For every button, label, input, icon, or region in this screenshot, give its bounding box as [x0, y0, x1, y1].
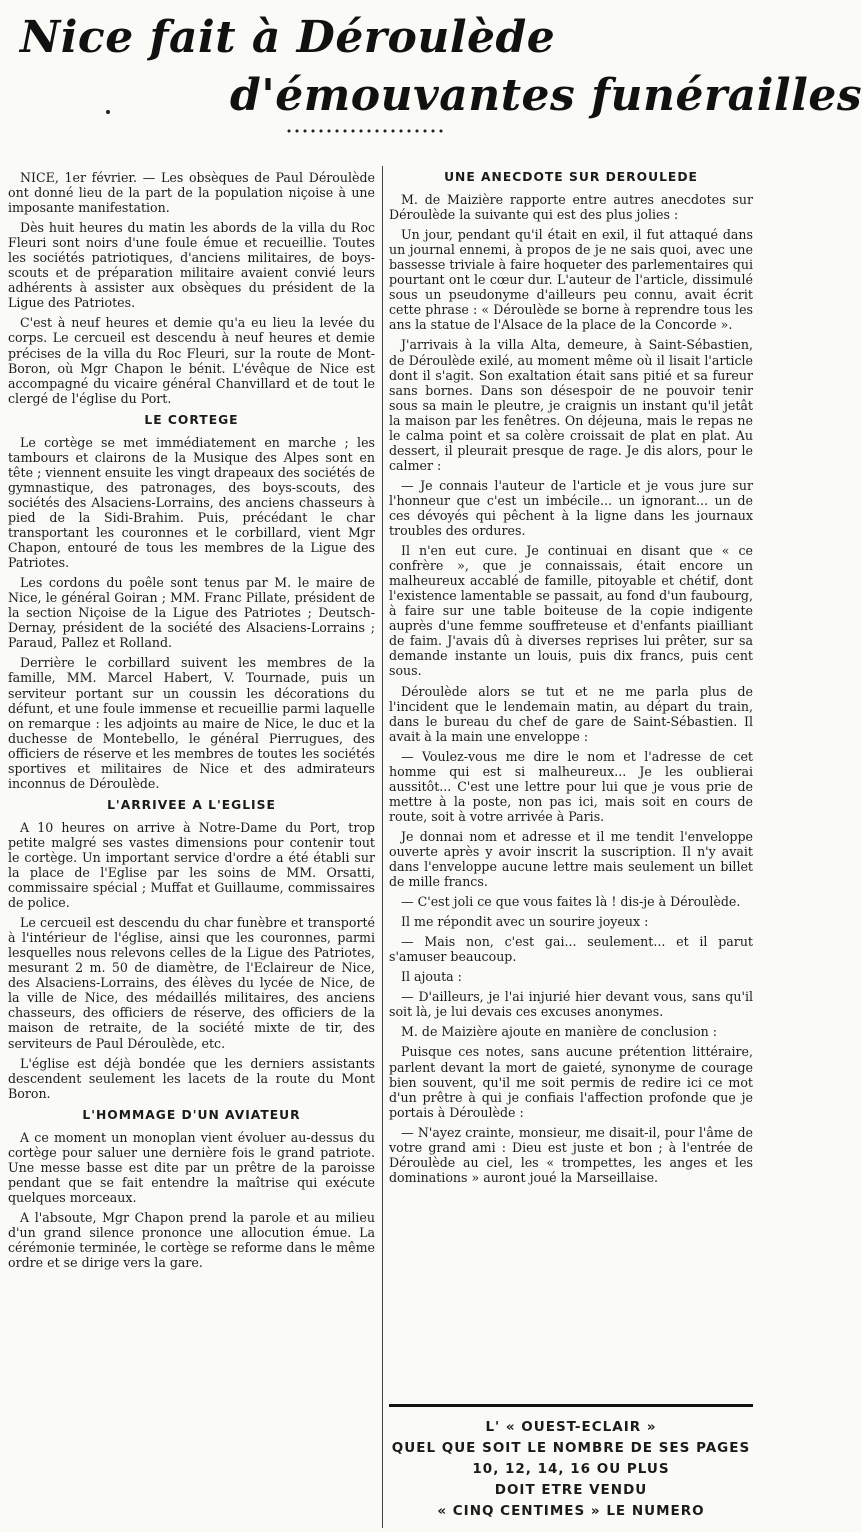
paragraph: A l'absoute, Mgr Chapon prend la parole et au milieu d'un grand silence prononce une allocution émue. La cérémonie terminée, le cortège se reforme dans le même ordre et se dirige vers la gare.	[8, 1210, 375, 1271]
headline-ornament	[285, 128, 445, 134]
paragraph: — D'ailleurs, je l'ai injurié hier devant vous, sans qu'il soit là, je lui devais ces excuses anonymes.	[389, 989, 753, 1020]
paragraph: L'église est déjà bondée que les derniers assistants descendent seulement les lacets de la route du Mont Boron.	[8, 1055, 375, 1101]
paragraph: Je donnai nom et adresse et il me tendit l'enveloppe ouverte après y avoir inscrit la suscription. Il n'y avait dans l'enveloppe aucune lettre mais seulement un billet de mille francs.	[389, 828, 753, 890]
column-rule	[382, 166, 383, 1528]
headline-dot	[106, 110, 110, 114]
section-heading: L'HOMMAGE D'UN AVIATEUR	[82, 1107, 301, 1122]
paragraph: Un jour, pendant qu'il était en exil, il fut attaqué dans un journal ennemi, à propos de je ne sais quoi, avec une bassesse triviale à faire hoqueter des parlementaires qui pourtant ont le cœur dur. L'auteur de l'article, dissimulé sous un pseudonyme d'ailleurs peu connu, avait écrit cette phrase : « Déroulède se borne à reprendre tous les ans la statue de l'Alsace de la place de la Concorde ».	[389, 227, 753, 333]
article-left-column	[8, 170, 375, 1526]
section-heading: L'ARRIVEE A L'EGLISE	[107, 797, 276, 812]
ad-line-1: L' « OUEST-ECLAIR »	[485, 1419, 657, 1435]
paragraph: — C'est joli ce que vous faites là ! dis-je à Déroulède.	[401, 894, 741, 910]
paragraph: — Mais non, c'est gai... seulement... et il parut s'amuser beaucoup.	[389, 934, 753, 965]
ad-line-5: « CINQ CENTIMES » LE NUMERO	[437, 1503, 705, 1519]
ad-line-3: 10, 12, 14, 16 OU PLUS	[472, 1461, 670, 1477]
paragraph: Le cortège se met immédiatement en marche ; les tambours et clairons de la Musique des Alpes sont en tête ; viennent ensuite les vingt drapeaux des sociétés de gymnastique, des patronages, des boys-scouts, des sociétés des Alsaciens-Lorrains, des anciens chasseurs à pied de la Sidi-Brahim. Puis, précédant le char transportant les couronnes et le corbillard, vient Mgr Chapon, entouré de tous les membres de la Ligue des Patriotes.	[8, 434, 375, 571]
paragraph: A 10 heures on arrive à Notre-Dame du Port, trop petite malgré ses vastes dimensions pour contenir tout le cortège. Un important service d'ordre a été établi sur la place de l'Eglise par les soins de MM. Orsatti, commissaire spécial ; Muffat et Guillaume, commissaires de police.	[8, 819, 375, 911]
section-heading: UNE ANECDOTE SUR DEROULEDE	[444, 170, 698, 184]
paragraph: Il ajouta :	[401, 969, 462, 985]
ad-line-4: DOIT ETRE VENDU	[494, 1482, 648, 1498]
paragraph: Il me répondit avec un sourire joyeux :	[401, 914, 649, 930]
paragraph: — Je connais l'auteur de l'article et je vous jure sur l'honneur que c'est un imbécile... un ignorant... un de ces dévoyés qui pêchent à la ligne dans les journaux troubles des ordures.	[389, 477, 753, 539]
paragraph: Les cordons du poêle sont tenus par M. le maire de Nice, le général Goiran ; MM. Franc Pillate, président de la section Niçoise de la Ligue des Patriotes ; Deutsch-Dernay, président de la société des Alsaciens-Lorrains ; Paraud, Pallez et Rolland.	[8, 575, 375, 651]
paragraph: J'arrivais à la villa Alta, demeure, à Saint-Sébastien, de Déroulède exilé, au moment même où il lisait l'article dont il s'agit. Son exaltation était sans pitié et sa fureur sans bornes. Dans son désespoir de ne pouvoir tenir sous sa main le pleutre, je craignis un instant qu'il jetât la maison par les fenêtres. On déjeuna, mais le repas ne le calma point et sa colère croissait de plat en plat. Au dessert, il pleurait presque de rage. Je dis alors, pour le calmer :	[389, 337, 753, 473]
section-heading: LE CORTEGE	[144, 412, 239, 427]
paragraph: — N'ayez crainte, monsieur, me disait-il, pour l'âme de votre grand ami : Dieu est juste et bon ; à l'entrée de Déroulède au ciel, les « trompettes, les anges et les dominations » auront joué la Marseillaise.	[389, 1124, 753, 1185]
paragraph: — Voulez-vous me dire le nom et l'adresse de cet homme qui est si malheureux... Je les oublierai aussitôt... C'est une lettre pour lui que je vous prie de mettre à la poste, non pas ici, mais soit en cours de route, soit à votre arrivée à Paris.	[389, 748, 753, 824]
paragraph: A ce moment un monoplan vient évoluer au-dessus du cortège pour saluer une dernière fois le grand patriote. Une messe basse est dite par un prêtre de la paroisse pendant que se fait entendre la maîtrise qui exécute quelques morceaux.	[8, 1129, 375, 1205]
paragraph: Dès huit heures du matin les abords de la villa du Roc Fleuri sont noirs d'une foule émue et recueillie. Toutes les sociétés patriotiques, d'anciens militaires, de boys-scouts et de préparation militaire avaient convié leurs adhérents à assister aux obsèques du président de la Ligue des Patriotes.	[8, 220, 375, 311]
advertisement-box	[389, 1404, 753, 1528]
paragraph: Déroulède alors se tut et ne me parla plus de l'incident que le lendemain matin, au départ du train, dans le bureau du chef de gare de Saint-Sébastien. Il avait à la main une enveloppe :	[389, 683, 753, 744]
article-right-column	[389, 170, 753, 1400]
paragraph: M. de Maizière ajoute en manière de conclusion :	[401, 1024, 718, 1040]
paragraph: NICE, 1er février. — Les obsèques de Paul Déroulède ont donné lieu de la part de la population niçoise à une imposante manifestation.	[8, 170, 375, 216]
paragraph: Il n'en eut cure. Je continuai en disant que « ce confrère », que je connaissais, était encore un malheureux accablé de famille, pitoyable et chétif, dont l'existence lamentable se passait, au fond d'un faubourg, à faire sur une table boiteuse de la copie indigente auprès d'une femme souffreteuse et d'enfants piailliant de faim. J'avais dû à diverses reprises lui prêter, sur sa demande instante un louis, puis dix francs, puis cent sous.	[389, 543, 753, 679]
paragraph: M. de Maizière rapporte entre autres anecdotes sur Déroulède la suivante qui est des plus jolies :	[389, 192, 753, 223]
paragraph: C'est à neuf heures et demie qu'a eu lieu la levée du corps. Le cercueil est descendu à neuf heures et demie précises de la villa du Roc Fleuri, sur la route de Mont-Boron, où Mgr Chapon le bénit. L'évêque de Nice est accompagné du vicaire général Chanvillard et de tout le clergé de l'église du Port.	[8, 315, 375, 406]
headline-line-2: d'émouvantes funérailles	[230, 70, 862, 121]
paragraph: Puisque ces notes, sans aucune prétention littéraire, parlent devant la mort de gaieté, synonyme de courage bien souvent, qu'il me soit permis de redire ici ce mot d'un prêtre à qui je confiais l'affection profonde que je portais à Déroulède :	[389, 1044, 753, 1120]
paragraph: Le cercueil est descendu du char funèbre et transporté à l'intérieur de l'église, ainsi que les couronnes, parmi lesquelles nous relevons celles de la Ligue des Patriotes, mesurant 2 m. 50 de diamètre, de l'Eclaireur de Nice, des Alsaciens-Lorrains, des élèves du lycée de Nice, de la ville de Nice, des médaillés militaires, des anciens chasseurs, des officiers de réserve, des officiers de la maison de retraite, de la société mixte de tir, des serviteurs de Paul Déroulède, etc.	[8, 915, 375, 1051]
headline-line-1: Nice fait à Déroulède	[20, 12, 556, 63]
paragraph: Derrière le corbillard suivent les membres de la famille, MM. Marcel Habert, V. Tournade, puis un serviteur portant sur un coussin les décorations du défunt, et une foule immense et recueillie parmi laquelle on remarque : les adjoints au maire de Nice, le duc et la duchesse de Montebello, le général Pierrugues, des officiers de réserve et les membres de toutes les sociétés sportives et militaires de Nice et des admirateurs inconnus de Déroulède.	[8, 655, 375, 791]
ad-line-2: QUEL QUE SOIT LE NOMBRE DE SES PAGES	[391, 1440, 751, 1456]
